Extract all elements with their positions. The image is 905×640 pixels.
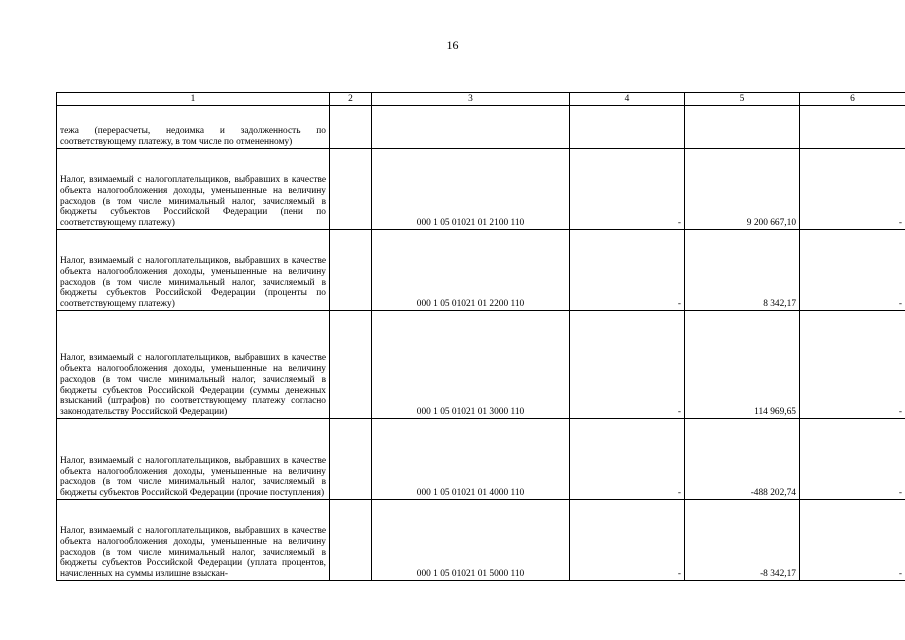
row-code: 000 1 05 01021 01 4000 110 [372, 419, 570, 500]
row-description-text: Налог, взимаемый с налогоплательщиков, выбравших в качестве объекта налогообложения доходы, уменьшенные на величину расходов (в том числе минимальный налог, зачисляемый в бюджеты субъектов Российской Федерации (суммы денежных взысканий (штрафов) по соответствующему платежу согласно законодательству Российской Федерации) [60, 353, 326, 418]
row-col5: 8 342,17 [685, 230, 800, 311]
row-description-text: Налог, взимаемый с налогоплательщиков, выбравших в качестве объекта налогообложения доходы, уменьшенные на величину расходов (в том числе минимальный налог, зачисляемый в бюджеты субъектов Российской Федерации (пени по соответствующему платежу) [60, 175, 326, 229]
row-col5: -8 342,17 [685, 500, 800, 581]
row-code [372, 106, 570, 149]
table-row [57, 230, 905, 311]
row-col6 [800, 106, 905, 149]
row-col2 [330, 419, 372, 500]
row-description-text: Налог, взимаемый с налогоплательщиков, выбравших в качестве объекта налогообложения доходы, уменьшенные на величину расходов (в том числе минимальный налог, зачисляемый в бюджеты субъектов Российской Федерации (прочие поступления) [60, 455, 326, 499]
col-header-1: 1 [57, 93, 330, 106]
row-col6: - [800, 311, 905, 419]
col-header-3: 3 [372, 93, 570, 106]
row-col4: - [570, 500, 685, 581]
row-code: 000 1 05 01021 01 2100 110 [372, 149, 570, 230]
table-row [57, 149, 905, 230]
row-description [57, 419, 330, 500]
row-col2 [330, 311, 372, 419]
row-col2 [330, 149, 372, 230]
row-col4: - [570, 311, 685, 419]
col-header-5: 5 [685, 93, 800, 106]
page-number: 16 [446, 38, 459, 52]
row-col4: - [570, 149, 685, 230]
row-description [57, 149, 330, 230]
row-code: 000 1 05 01021 01 3000 110 [372, 311, 570, 419]
row-code: 000 1 05 01021 01 5000 110 [372, 500, 570, 581]
row-description [57, 106, 330, 149]
row-col2 [330, 500, 372, 581]
table-row [57, 106, 905, 149]
row-col6: - [800, 230, 905, 311]
row-description-text: Налог, взимаемый с налогоплательщиков, выбравших в качестве объекта налогообложения доходы, уменьшенные на величину расходов (в том числе минимальный налог, зачисляемый в бюджеты субъектов Российской Федерации (уплата процентов, начисленных на суммы излишне взыскан- [60, 526, 326, 580]
row-description [57, 500, 330, 581]
row-col5: -488 202,74 [685, 419, 800, 500]
col-header-4: 4 [570, 93, 685, 106]
report-table [56, 92, 905, 581]
header-row [57, 93, 905, 106]
row-code: 000 1 05 01021 01 2200 110 [372, 230, 570, 311]
row-col4: - [570, 230, 685, 311]
row-description-text: Налог, взимаемый с налогоплательщиков, выбравших в качестве объекта налогообложения доходы, уменьшенные на величину расходов (в том числе минимальный налог, зачисляемый в бюджеты субъектов Российской Федерации (проценты по соответствующему платежу) [60, 256, 326, 310]
row-col6: - [800, 500, 905, 581]
col-header-6: 6 [800, 93, 905, 106]
row-description [57, 230, 330, 311]
row-col5: 9 200 667,10 [685, 149, 800, 230]
table-row [57, 419, 905, 500]
row-col4 [570, 106, 685, 149]
row-col6: - [800, 419, 905, 500]
row-col6: - [800, 149, 905, 230]
col-header-2: 2 [330, 93, 372, 106]
table-row [57, 311, 905, 419]
row-col2 [330, 230, 372, 311]
row-description [57, 311, 330, 419]
row-description-text: тежа (перерасчеты, недоимка и задолженность по соответствующему платежу, в том числе по отмененному) [60, 126, 326, 148]
row-col4: - [570, 419, 685, 500]
row-col5: 114 969,65 [685, 311, 800, 419]
row-col2 [330, 106, 372, 149]
table-row [57, 500, 905, 581]
row-col5 [685, 106, 800, 149]
